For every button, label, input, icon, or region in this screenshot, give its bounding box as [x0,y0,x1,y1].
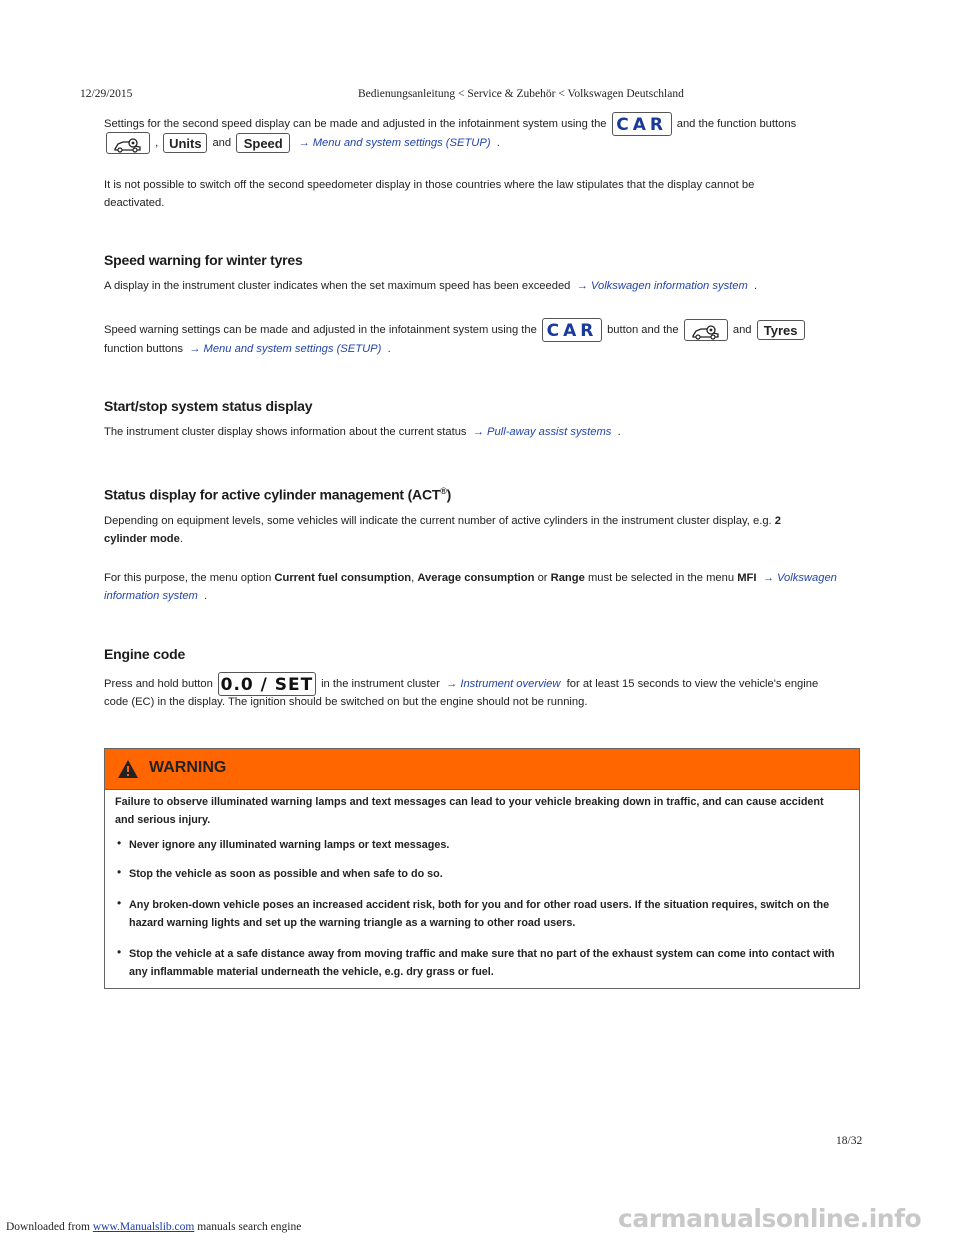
download-footer: Downloaded from www.Manualslib.com manuals search engine [6,1221,302,1233]
warning-intro: Failure to observe illuminated warning lamps and text messages can lead to your vehicle breaking down in traffic, and can cause accident and serious injury. [115,796,824,826]
heading-start-stop: Start/stop system status display [104,398,313,414]
cylinder-menu-paragraph: For this purpose, the menu option Current fuel consumption, Average consumption or Range must be selected in the menu MFI → Volkswagen information system . [104,572,837,602]
car-settings-button-icon [684,319,728,341]
print-title: Bedienungsanleitung < Service & Zubehör < Volkswagen Deutschland [358,88,684,100]
link-instrument-overview[interactable]: → Instrument overview [446,677,561,690]
car-gear-icon [113,137,143,153]
warning-title: WARNING [149,759,227,776]
link-pull-away-assist[interactable]: → Pull-away assist systems [472,426,612,438]
heading-engine-code: Engine code [104,646,186,662]
car-button-icon: CAR [612,112,672,136]
engine-code-paragraph-line2: code (EC) in the display. The ignition should be switched on but the engine should not be running. [104,696,588,708]
print-date: 12/29/2015 [80,88,133,100]
units-button-icon: Units [163,133,207,153]
watermark: carmanualsonline.info [618,1204,922,1233]
reset-set-button-icon: 0.0 / SET [218,672,316,696]
link-volkswagen-info-system-cont[interactable]: information system [104,590,198,602]
manualslib-link[interactable]: www.Manualslib.com [92,1221,195,1233]
page-number: 18/32 [836,1135,863,1147]
car-gear-icon [691,324,721,340]
second-speedometer-note: It is not possible to switch off the second speedometer display in those countries where the law stipulates that the display cannot be deactivated. [104,179,755,209]
speed-button-icon: Speed [236,133,290,153]
warning-box [104,748,860,989]
link-volkswagen-info-system[interactable]: → Volkswagen [762,572,837,584]
settings-paragraph-line2: , Units and Speed → Menu and system settings (SETUP) . [104,132,856,154]
bullet-icon: • [117,865,122,879]
heading-speed-warning: Speed warning for winter tyres [104,252,303,268]
warning-triangle-icon [117,759,139,779]
car-button-icon: CAR [542,318,602,342]
speed-warning-settings: Speed warning settings can be made and adjusted in the infotainment system using the CAR button and the and Tyres [104,318,856,342]
engine-code-paragraph: Press and hold button 0.0 / SET in the instrument cluster → Instrument overview for at least 15 seconds to view the vehicle's engine [104,672,856,696]
warning-header [105,749,859,790]
tyres-button-icon: Tyres [757,320,805,340]
bullet-icon: • [117,945,122,959]
speed-warning-paragraph: A display in the instrument cluster indicates when the set maximum speed has been exceeded → Volkswagen information system . [104,280,758,292]
settings-paragraph: Settings for the second speed display can be made and adjusted in the infotainment system using the CAR and the function buttons [104,112,856,136]
start-stop-paragraph: The instrument cluster display shows information about the current status → Pull-away assist systems . [104,426,621,438]
link-volkswagen-info-system[interactable]: → Volkswagen information system [576,280,748,292]
warning-item: Stop the vehicle at a safe distance away from moving traffic and make sure that no part of the exhaust system can come into contact with any inflammable material underneath the vehicle, e.g. dry grass or fuel. [129,948,835,978]
speed-warning-settings-line2: function buttons → Menu and system settings (SETUP) . [104,343,391,355]
heading-cylinder-management: Status display for active cylinder management (ACT®) [104,486,452,503]
warning-item: Never ignore any illuminated warning lamps or text messages. [129,839,450,851]
car-settings-button-icon [106,132,150,154]
warning-item: Any broken-down vehicle poses an increased accident risk, both for you and for other road users. If the situation requires, switch on the hazard warning lights and set up the warning triangle as a warning to other road users. [129,899,830,929]
link-menu-setup[interactable]: → Menu and system settings (SETUP) [298,136,491,149]
bullet-icon: • [117,836,122,850]
link-menu-setup[interactable]: → Menu and system settings (SETUP) [189,343,382,355]
cylinder-paragraph: Depending on equipment levels, some vehicles will indicate the current number of active cylinders in the instrument cluster display, e.g. 2 cylinder mode. [104,515,781,545]
bullet-icon: • [117,896,122,910]
warning-item: Stop the vehicle as soon as possible and when safe to do so. [129,868,443,880]
